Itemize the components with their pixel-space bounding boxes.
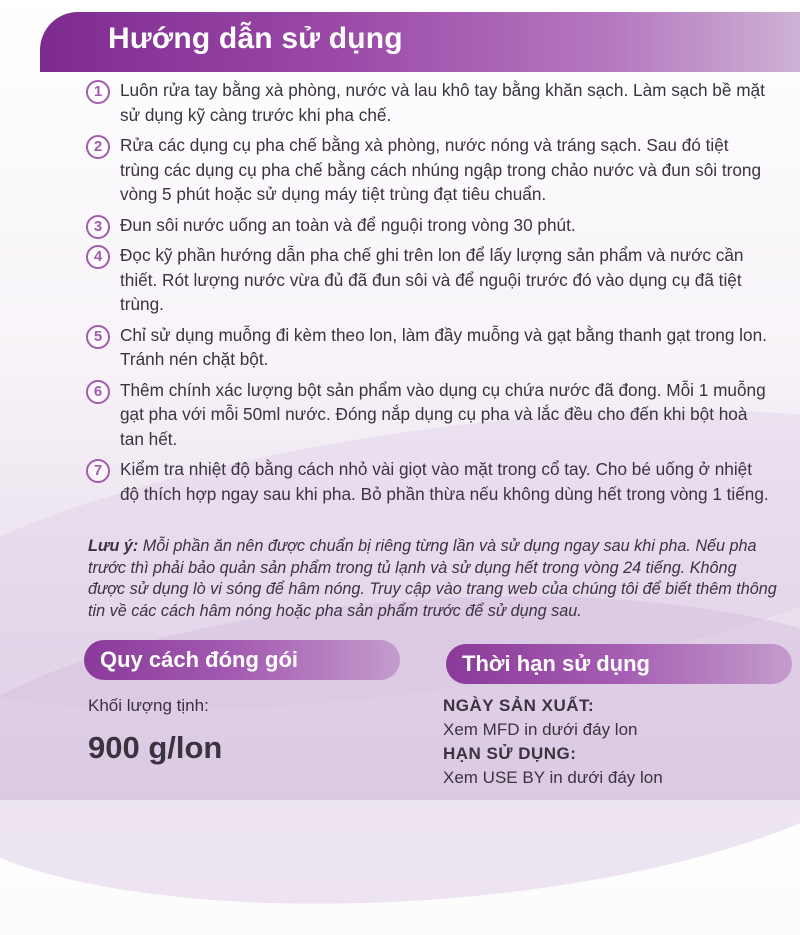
use-by-heading: HẠN SỬ DỤNG: bbox=[443, 744, 577, 763]
step-text: Chỉ sử dụng muỗng đi kèm theo lon, làm đầy muỗng và gạt bằng thanh gạt trong lon. Tránh nén chặt bột. bbox=[120, 324, 767, 369]
step-number-badge: 7 bbox=[86, 459, 110, 483]
step-text: Luôn rửa tay bằng xà phòng, nước và lau khô tay bằng khăn sạch. Làm sạch bề mặt sử dụng kỹ càng trước khi pha chế. bbox=[120, 80, 765, 125]
note-text: Mỗi phần ăn nên được chuẩn bị riêng từng lần và sử dụng ngay sau khi pha. Nếu pha trước thì phải bảo quản sản phẩm trong tủ lạnh và sử dụng hết trong vòng 24 tiếng. Không được sử dụng lò vi sóng để hâm nóng. Truy cập vào trang web của chúng tôi để biết thêm thông tin về các cách hâm nóng hoặc pha sản phẩm trước để sử dụng sau. bbox=[88, 537, 777, 620]
step-number-badge: 5 bbox=[86, 325, 110, 349]
page-title: Hướng dẫn sử dụng bbox=[108, 22, 403, 55]
mfd-heading: NGÀY SẢN XUẤT: bbox=[443, 696, 595, 715]
note-label: Lưu ý: bbox=[88, 537, 139, 555]
net-weight-value: 900 g/lon bbox=[88, 730, 223, 765]
step-text: Thêm chính xác lượng bột sản phẩm vào dụng cụ chứa nước đã đong. Mỗi 1 muỗng gạt pha với mỗi 50ml nước. Đóng nắp dụng cụ pha và lắc đều cho đến khi bột hoà tan hết. bbox=[120, 379, 766, 449]
step-text: Kiểm tra nhiệt độ bằng cách nhỏ vài giọt vào mặt trong cổ tay. Cho bé uống ở nhiệt độ thích hợp ngay sau khi pha. Bỏ phần thừa nếu không dùng hết trong vòng 1 tiếng. bbox=[120, 459, 769, 504]
step-item bbox=[90, 243, 770, 317]
step-number-badge: 6 bbox=[86, 380, 110, 404]
step-number-badge: 4 bbox=[86, 245, 110, 269]
step-text: Đun sôi nước uống an toàn và để nguội trong vòng 30 phút. bbox=[120, 214, 576, 235]
step-item bbox=[90, 78, 770, 127]
mfd-text: Xem MFD in dưới đáy lon bbox=[443, 720, 638, 739]
step-item bbox=[90, 457, 770, 506]
step-number-badge: 3 bbox=[86, 215, 110, 239]
step-item bbox=[90, 213, 770, 238]
step-number-badge: 1 bbox=[86, 80, 110, 104]
packaging-heading: Quy cách đóng gói bbox=[84, 640, 400, 680]
net-weight-label: Khối lượng tịnh: bbox=[88, 696, 209, 715]
step-number-badge: 2 bbox=[86, 135, 110, 159]
use-by-text: Xem USE BY in dưới đáy lon bbox=[443, 768, 663, 787]
step-item bbox=[90, 323, 770, 372]
expiry-heading: Thời hạn sử dụng bbox=[446, 644, 792, 684]
step-text: Đọc kỹ phần hướng dẫn pha chế ghi trên lon để lấy lượng sản phẩm và nước cần thiết. Rót lượng nước vừa đủ đã đun sôi và để nguội trước đó vào dụng cụ đã tiệt trùng. bbox=[120, 245, 744, 314]
instruction-steps bbox=[90, 78, 770, 512]
note-paragraph bbox=[88, 536, 778, 622]
expiry-info bbox=[443, 694, 793, 790]
step-item bbox=[90, 133, 770, 207]
step-text: Rửa các dụng cụ pha chế bằng xà phòng, nước nóng và tráng sạch. Sau đó tiệt trùng các dụng cụ pha chế bằng cách nhúng ngập trong chảo nước và đun sôi trong vòng 5 phút hoặc sử dụng máy tiệt trùng đạt tiêu chuẩn. bbox=[120, 135, 762, 204]
step-item bbox=[90, 378, 770, 452]
